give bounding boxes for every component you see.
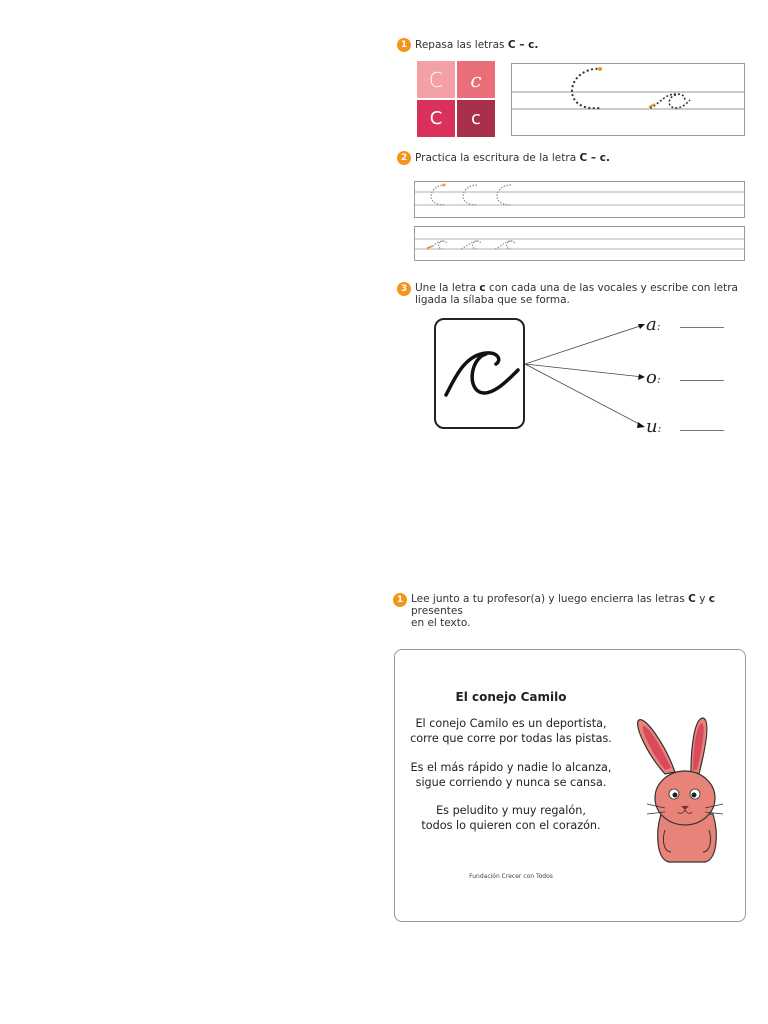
bunny-illustration [625,714,735,866]
activity-1-instruction [415,39,538,51]
step-number-badge: 3 [397,282,411,296]
instruction-bold-letters: C – c. [507,39,539,51]
instruction-bold-letters: C – c. [579,152,610,164]
activity-4-instruction: Lee junto a tu profesor(a) y luego encierra las letras C y c presentes en el texto. [411,593,715,629]
tracing-guides [512,64,744,135]
activity-2-instruction [415,152,610,164]
activity-3-instruction: Une la letra c con cada una de las vocales y escribe con letra ligada la sílaba que se forma. [415,282,738,306]
poem-title: El conejo Camilo [455,690,567,704]
poem-card [394,649,746,922]
answer-line-o[interactable] [680,380,724,381]
tracing-box-large[interactable] [511,63,745,136]
instruction-text: Repasa las letras [415,39,508,51]
writing-lines-uppercase[interactable] [414,181,745,218]
answer-line-u[interactable] [680,430,724,431]
writing-guides [415,227,744,260]
vowel-o: o: [646,367,661,388]
tile-uppercase-outline: C [417,61,455,98]
answer-line-a[interactable] [680,327,724,328]
step-number-badge: 1 [397,38,411,52]
connection-arrows [525,318,755,438]
letter-c-card [434,318,525,429]
poem-source: Fundación Crecer con Todos [469,873,553,880]
step-number-badge: 2 [397,151,411,165]
poem-stanza-1: El conejo Camilo es un deportista, corre que corre por todas las pistas. [410,717,612,745]
cursive-c-icon [436,320,523,427]
writing-lines-lowercase[interactable] [414,226,745,261]
writing-guides [415,182,744,217]
letter-tiles-grid [417,61,497,139]
dotted-uppercase-c [572,69,602,109]
tile-uppercase-print: C [417,100,455,137]
poem-stanza-2: Es el más rápido y nadie lo alcanza, sigue corriendo y nunca se cansa. [410,761,612,789]
dotted-cursive-c [650,94,690,108]
step-number-badge: 1 [393,593,407,607]
tile-lowercase-cursive: c [457,61,495,98]
vowel-a: a: [646,314,661,335]
poem-stanza-3: Es peludito y muy regalón, todos lo quieren con el corazón. [421,804,601,832]
vowel-u: u: [646,416,662,437]
instruction-text: Practica la escritura de la letra [415,152,580,164]
tile-lowercase-print: c [457,100,495,137]
